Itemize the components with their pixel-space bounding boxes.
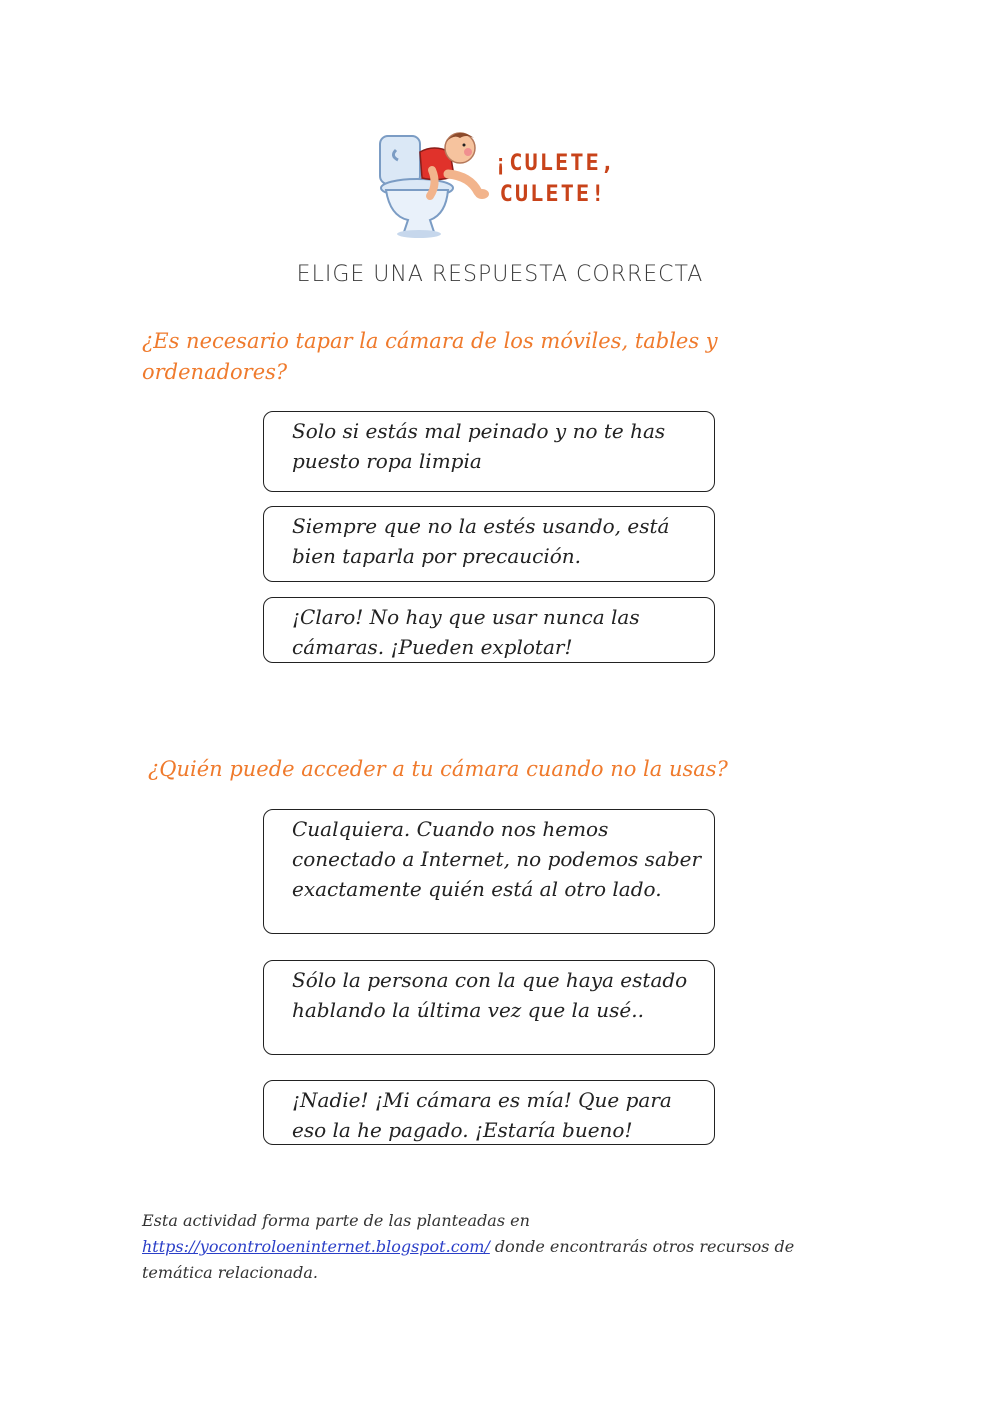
logo-title-line-1: ¡CULETE,: [494, 151, 616, 176]
footer-note: [142, 1208, 842, 1286]
blog-link[interactable]: https://yocontroloeninternet.blogspot.com/: [142, 1237, 490, 1256]
instruction-heading: ELIGE UNA RESPUESTA CORRECTA: [296, 262, 704, 287]
answer-option-1-3[interactable]: ¡Claro! No hay que usar nunca las cámaras. ¡Pueden explotar!: [263, 597, 715, 663]
footer-text-before: Esta actividad forma parte de las planteadas en: [142, 1211, 530, 1230]
answer-option-2-2[interactable]: Sólo la persona con la que haya estado hablando la última vez que la usé..: [263, 960, 715, 1055]
child-on-toilet-icon: [372, 130, 497, 242]
question-1: ¿Es necesario tapar la cámara de los móviles, tables y ordenadores?: [142, 329, 718, 384]
footer-text-after: donde encontrarás otros recursos de temática relacionada.: [142, 1237, 795, 1282]
answer-option-1-2[interactable]: Siempre que no la estés usando, está bien taparla por precaución.: [263, 506, 715, 582]
answer-option-2-1[interactable]: Cualquiera. Cuando nos hemos conectado a Internet, no podemos saber exactamente quién está al otro lado.: [263, 809, 715, 934]
logo-title: [494, 148, 616, 210]
answer-option-1-1[interactable]: Solo si estás mal peinado y no te has puesto ropa limpia: [263, 411, 715, 492]
question-2: ¿Quién puede acceder a tu cámara cuando no la usas?: [148, 757, 728, 781]
logo-title-line-2: CULETE!: [499, 182, 607, 207]
answer-option-2-3[interactable]: ¡Nadie! ¡Mi cámara es mía! Que para eso la he pagado. ¡Estaría bueno!: [263, 1080, 715, 1145]
header-logo: [372, 130, 616, 242]
